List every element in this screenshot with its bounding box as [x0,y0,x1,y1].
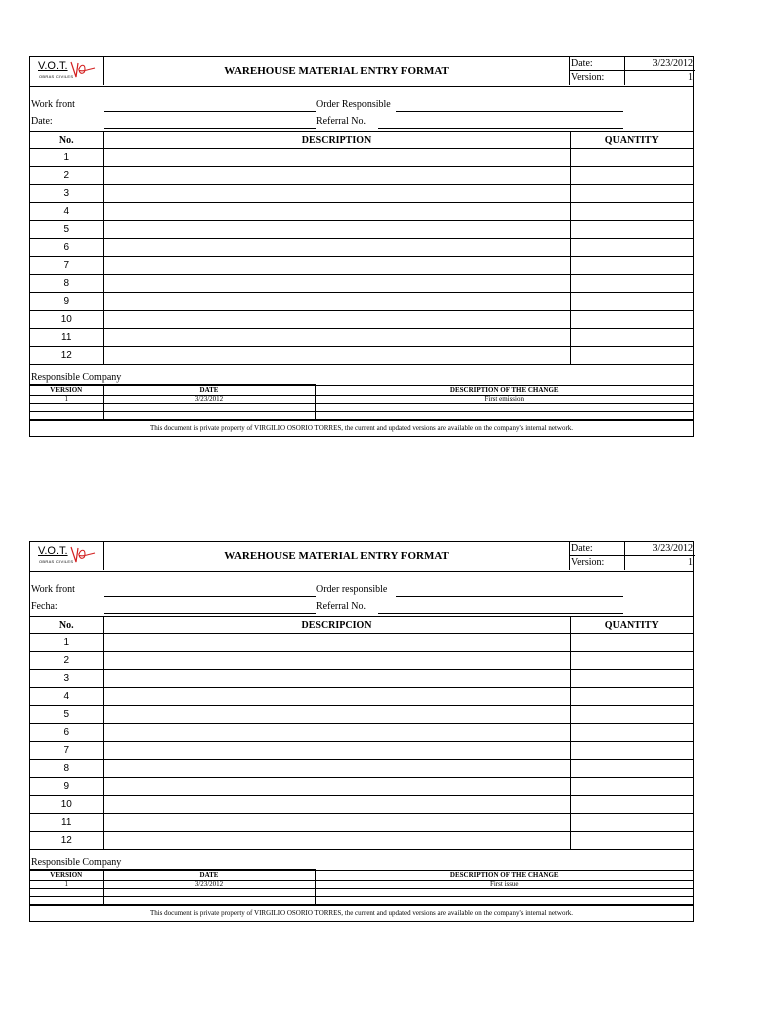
responsible-company-label: Responsible Company [31,372,122,383]
cut-line-divider [31,489,695,493]
version-value: 1 [624,556,693,570]
item-row [30,185,693,203]
logo-subtext: OBRAS CIVILES [39,559,74,564]
company-logo [30,542,104,570]
logo-text: V.O.T. [38,545,68,557]
history-version-header: VERSION [30,871,103,881]
history-change: First issue [315,881,693,889]
item-quantity-cell[interactable] [570,203,693,221]
work-front-field[interactable] [104,596,316,597]
item-quantity-cell[interactable] [570,149,693,167]
logo-subtext: OBRAS CIVILES [39,74,74,79]
item-description-cell[interactable] [103,347,570,365]
item-number: 10 [30,796,103,814]
form-info [30,572,693,617]
item-description-cell[interactable] [103,293,570,311]
item-quantity-cell[interactable] [570,796,693,814]
item-row [30,706,693,724]
item-number: 1 [30,634,103,652]
item-row [30,670,693,688]
item-description-cell[interactable] [103,796,570,814]
item-quantity-cell[interactable] [570,329,693,347]
item-description-cell[interactable] [103,185,570,203]
item-description-cell[interactable] [103,203,570,221]
item-quantity-cell[interactable] [570,670,693,688]
no-column-header: No. [30,132,103,149]
responsible-company-field[interactable] [30,869,316,870]
item-quantity-cell[interactable] [570,778,693,796]
work-front-label: Work front [31,584,75,595]
item-number: 10 [30,311,103,329]
item-description-cell[interactable] [103,149,570,167]
item-number: 11 [30,814,103,832]
item-description-cell[interactable] [103,634,570,652]
history-date [103,897,315,905]
history-row [30,404,693,412]
history-change-header: DESCRIPTION OF THE CHANGE [315,386,693,396]
item-quantity-cell[interactable] [570,275,693,293]
item-quantity-cell[interactable] [570,221,693,239]
item-number: 3 [30,185,103,203]
item-description-cell[interactable] [103,832,570,850]
quantity-column-header: QUANTITY [570,617,693,634]
item-quantity-cell[interactable] [570,239,693,257]
item-description-cell[interactable] [103,221,570,239]
item-number: 6 [30,724,103,742]
items-table [30,617,693,850]
item-description-cell[interactable] [103,760,570,778]
item-number: 9 [30,293,103,311]
work-front-label: Work front [31,99,75,110]
item-number: 9 [30,778,103,796]
history-row [30,897,693,905]
referral-field[interactable] [378,128,623,129]
history-version [30,404,103,412]
item-number: 12 [30,832,103,850]
revision-history-table [30,870,693,905]
form-info [30,87,693,132]
item-row [30,724,693,742]
item-number: 3 [30,670,103,688]
item-row [30,257,693,275]
version-label: Version: [571,72,605,83]
no-column-header: No. [30,617,103,634]
item-quantity-cell[interactable] [570,167,693,185]
form-header [30,57,693,87]
item-quantity-cell[interactable] [570,257,693,275]
history-date: 3/23/2012 [103,881,315,889]
history-version: 1 [30,396,103,404]
history-date-header: DATE [103,386,315,396]
history-date: 3/23/2012 [103,396,315,404]
responsible-company-label: Responsible Company [31,857,122,868]
item-row [30,742,693,760]
item-description-cell[interactable] [103,311,570,329]
item-quantity-cell[interactable] [570,634,693,652]
referral-label: Referral No. [316,116,366,127]
quantity-column-header: QUANTITY [570,132,693,149]
history-change [315,412,693,420]
item-description-cell[interactable] [103,275,570,293]
item-row [30,634,693,652]
company-logo [30,57,104,85]
history-version: 1 [30,881,103,889]
history-change: First emission [315,396,693,404]
item-number: 8 [30,275,103,293]
item-row [30,275,693,293]
history-change-header: DESCRIPTION OF THE CHANGE [315,871,693,881]
item-row [30,652,693,670]
item-number: 4 [30,203,103,221]
date-label: Date: [571,543,593,554]
item-number: 2 [30,167,103,185]
history-row [30,889,693,897]
responsible-company [30,850,693,870]
item-number: 6 [30,239,103,257]
order-responsible-label: Order responsible [316,584,388,595]
item-number: 5 [30,221,103,239]
item-description-cell[interactable] [103,257,570,275]
item-quantity-cell[interactable] [570,760,693,778]
item-description-cell[interactable] [103,167,570,185]
item-row [30,347,693,365]
item-row [30,832,693,850]
history-change [315,889,693,897]
item-row [30,167,693,185]
item-description-cell[interactable] [103,670,570,688]
description-column-header: DESCRIPTION [103,132,570,149]
material-entry-form [29,56,694,437]
item-row [30,239,693,257]
version-value: 1 [624,71,693,85]
item-row [30,221,693,239]
form-meta [569,57,695,85]
item-number: 12 [30,347,103,365]
item-number: 8 [30,760,103,778]
history-version [30,412,103,420]
description-column-header: DESCRIPCION [103,617,570,634]
referral-field[interactable] [378,613,623,614]
form-title: WAREHOUSE MATERIAL ENTRY FORMAT [224,550,449,562]
item-description-cell[interactable] [103,652,570,670]
logo-swoosh-icon [67,545,97,565]
history-change [315,897,693,905]
history-row [30,396,693,404]
form-meta [569,542,695,570]
item-quantity-cell[interactable] [570,742,693,760]
item-row [30,203,693,221]
order-responsible-field[interactable] [396,596,623,597]
history-row [30,881,693,889]
item-row [30,778,693,796]
material-entry-form [29,541,694,922]
history-version [30,897,103,905]
date-label: Date: [571,58,593,69]
item-row [30,329,693,347]
history-row [30,412,693,420]
item-description-cell[interactable] [103,329,570,347]
order-responsible-field[interactable] [396,111,623,112]
responsible-company-field[interactable] [30,384,316,385]
item-row [30,760,693,778]
item-row [30,688,693,706]
item-quantity-cell[interactable] [570,688,693,706]
history-version [30,889,103,897]
item-description-cell[interactable] [103,814,570,832]
logo-text: V.O.T. [38,60,68,72]
item-quantity-cell[interactable] [570,347,693,365]
item-row [30,293,693,311]
item-quantity-cell[interactable] [570,814,693,832]
item-row [30,149,693,167]
items-table [30,132,693,365]
version-label: Version: [571,557,605,568]
item-number: 1 [30,149,103,167]
history-date-header: DATE [103,871,315,881]
item-row [30,796,693,814]
item-row [30,814,693,832]
item-number: 4 [30,688,103,706]
form-header [30,542,693,572]
work-front-field[interactable] [104,111,316,112]
date-value: 3/23/2012 [624,57,693,70]
date-field-label: Fecha: [31,601,58,612]
history-date [103,412,315,420]
logo-swoosh-icon [67,60,97,80]
item-description-cell[interactable] [103,724,570,742]
date-field[interactable] [104,128,316,129]
history-version-header: VERSION [30,386,103,396]
item-description-cell[interactable] [103,239,570,257]
item-quantity-cell[interactable] [570,293,693,311]
item-quantity-cell[interactable] [570,311,693,329]
item-number: 7 [30,257,103,275]
history-date [103,889,315,897]
date-field-label: Date: [31,116,53,127]
history-date [103,404,315,412]
item-number: 7 [30,742,103,760]
item-number: 11 [30,329,103,347]
item-number: 5 [30,706,103,724]
item-description-cell[interactable] [103,778,570,796]
history-change [315,404,693,412]
item-quantity-cell[interactable] [570,706,693,724]
item-quantity-cell[interactable] [570,832,693,850]
ownership-footer: This document is private property of VIRGILIO OSORIO TORRES, the current and updated versions are available on the company's internal network. [30,420,693,436]
item-quantity-cell[interactable] [570,724,693,742]
date-field[interactable] [104,613,316,614]
order-responsible-label: Order Responsible [316,99,391,110]
form-title: WAREHOUSE MATERIAL ENTRY FORMAT [224,65,449,77]
item-description-cell[interactable] [103,688,570,706]
ownership-footer: This document is private property of VIRGILIO OSORIO TORRES, the current and updated versions are available on the company's internal network. [30,905,693,921]
item-quantity-cell[interactable] [570,652,693,670]
responsible-company [30,365,693,385]
item-quantity-cell[interactable] [570,185,693,203]
date-value: 3/23/2012 [624,542,693,555]
item-description-cell[interactable] [103,706,570,724]
item-description-cell[interactable] [103,742,570,760]
revision-history-table [30,385,693,420]
referral-label: Referral No. [316,601,366,612]
item-row [30,311,693,329]
item-number: 2 [30,652,103,670]
